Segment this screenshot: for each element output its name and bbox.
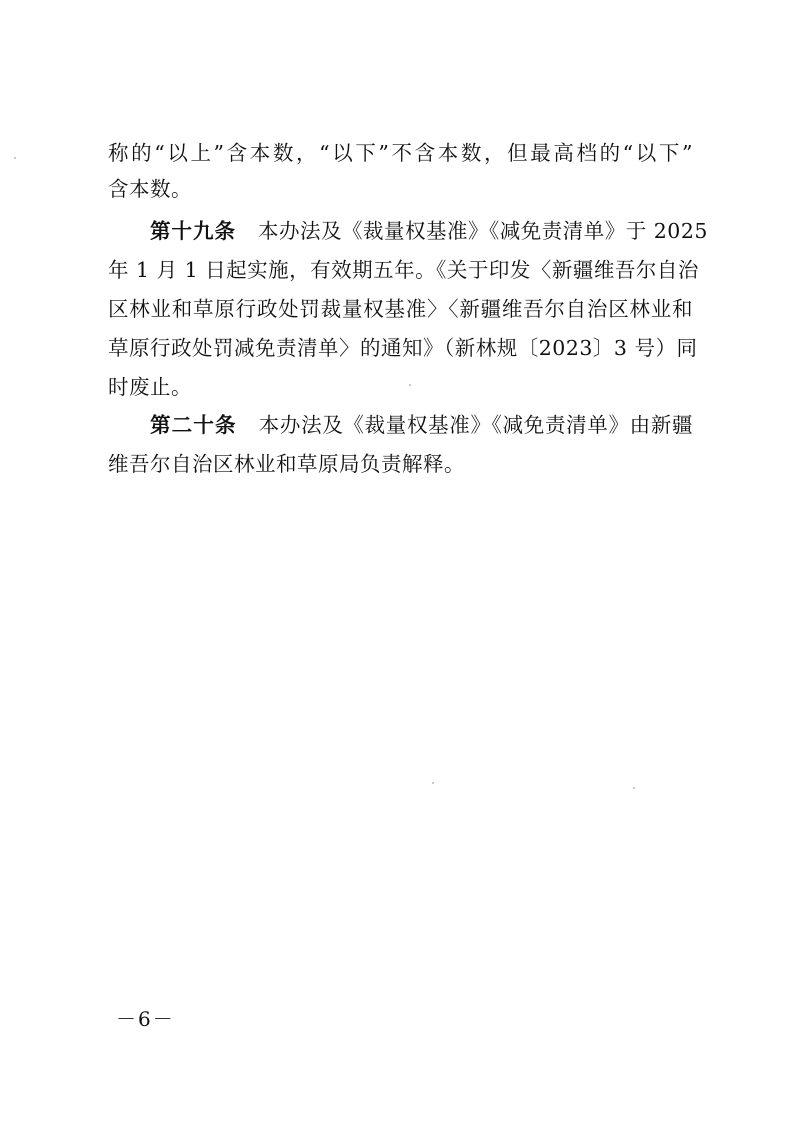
scan-speck xyxy=(14,157,16,159)
article-19-line-3: 区林业和草原行政处罚裁量权基准〉〈新疆维吾尔自治区林业和 xyxy=(108,297,693,321)
article-19-line-4: 草原行政处罚减免责清单〉的通知》（新林规〔2023〕3 号）同 xyxy=(108,336,698,360)
article-20-text-1: 本办法及《裁量权基准》《减免责清单》由新疆 xyxy=(258,413,694,437)
scan-speck xyxy=(409,384,411,386)
article-20-line-1 xyxy=(150,408,693,442)
article-19-text-1: 本办法及《裁量权基准》《减免责清单》于 2025 xyxy=(258,219,708,243)
article-19-heading: 第十九条 xyxy=(150,219,236,243)
article-19-line-5: 时废止。 xyxy=(108,375,192,399)
continuation-line-2: 含本数。 xyxy=(108,177,192,201)
page-number: －6－ xyxy=(116,1007,175,1031)
article-20-line-2: 维吾尔自治区林业和草原局负责解释。 xyxy=(108,452,465,476)
scan-speck xyxy=(432,782,434,784)
continuation-line-1: 称的“以上”含本数，“以下”不含本数，但最高档的“以下” xyxy=(108,141,693,165)
article-19-line-1 xyxy=(150,214,708,248)
article-20-heading: 第二十条 xyxy=(150,413,237,437)
scan-speck xyxy=(633,787,635,789)
article-19-line-2: 年 1 月 1 日起实施，有效期五年。《关于印发〈新疆维吾尔自治 xyxy=(108,258,699,282)
